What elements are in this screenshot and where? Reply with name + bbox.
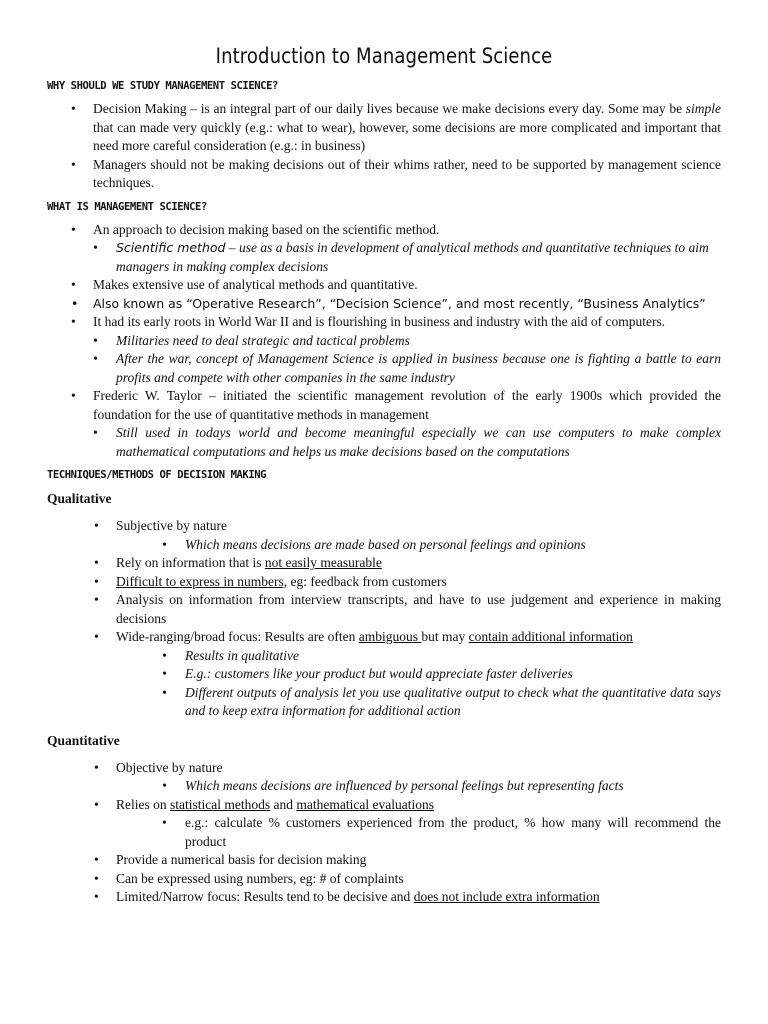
- sub-list-item: • After the war, concept of Management Science is applied in business because one is fighting a battle to earn profits and compete with other companies in the same industry: [47, 350, 721, 387]
- why-study-list: [47, 100, 721, 193]
- sub-list: [93, 332, 721, 388]
- qualitative-list: [47, 517, 721, 721]
- list-item: • An approach to decision making based on the scientific method. • Scientific method – use as a basis in development of analytical methods and quantitative techniques to aim managers in making complex decisions: [47, 221, 721, 277]
- sub-list-item: • Militaries need to deal strategic and tactical problems: [47, 332, 721, 351]
- list-item: • Analysis on information from interview transcripts, and have to use judgement and experience in making decisions: [70, 591, 721, 628]
- list-item: • Objective by nature • Which means decisions are influenced by personal feelings but representing facts: [70, 759, 721, 796]
- list-item: • Limited/Narrow focus: Results tend to be decisive and does not include extra information: [70, 888, 721, 907]
- sub-list-item: • Which means decisions are influenced by personal feelings but representing facts: [70, 777, 721, 796]
- sub-list-item: • Scientific method – use as a basis in development of analytical methods and quantitative techniques to aim managers in making complex decisions: [47, 239, 721, 276]
- subheading-quantitative: Quantitative: [47, 732, 120, 748]
- sub-list-item: • e.g.: calculate % customers experienced from the product, % how many will recommend the product: [70, 814, 721, 851]
- sub-list: [116, 536, 721, 555]
- sub-list-item: • Which means decisions are made based on personal feelings and opinions: [70, 536, 721, 555]
- sub-list: [93, 239, 721, 276]
- sub-list-item: • Still used in todays world and become meaningful especially we can use computers to make complex mathematical computations and helps us make decisions based on the computations: [47, 424, 721, 461]
- list-item: • Rely on information that is not easily measurable: [70, 554, 721, 573]
- list-item: • Provide a numerical basis for decision making: [70, 851, 721, 870]
- sub-list-item: • E.g.: customers like your product but would appreciate faster deliveries: [70, 665, 721, 684]
- quantitative-list: [47, 759, 721, 907]
- list-item: • Wide-ranging/broad focus: Results are often ambiguous but may contain additional information • Results in qualitative • E.g.: customers like your product but would appreciate faster deliveries • Different outputs of analysis let you use qualitative output to check what the quantitative data says and to keep extra information for additional action: [70, 628, 721, 721]
- list-item: • Decision Making – is an integral part of our daily lives because we make decisions every day. Some may be simple that can made very quickly (e.g.: what to wear), however, some decisions are more complicated and important that need more careful consideration (e.g.: in business): [47, 100, 721, 156]
- what-is-list: [47, 221, 721, 462]
- list-item: • Also known as “Operative Research”, “Decision Science”, and most recently, “Business Analytics”: [47, 295, 721, 314]
- sub-list: [116, 777, 721, 796]
- list-item: • Difficult to express in numbers, eg: feedback from customers: [70, 573, 721, 592]
- page-title: Introduction to Management Science: [215, 44, 553, 68]
- section-heading-techniques: TECHNIQUES/METHODS OF DECISION MAKING: [47, 469, 267, 481]
- list-item: • Makes extensive use of analytical methods and quantitative.: [47, 276, 721, 295]
- list-item: • Frederic W. Taylor – initiated the scientific management revolution of the early 1900s which provided the foundation for the use of quantitative methods in management • Still used in todays world and become meaningful especially we can use computers to make complex mathematical computations and helps us make decisions based on the computations: [47, 387, 721, 461]
- list-item: • It had its early roots in World War II and is flourishing in business and industry with the aid of computers. • Militaries need to deal strategic and tactical problems • After the war, concept of Management Science is applied in business because one is fighting a battle to earn profits and compete with other companies in the same industry: [47, 313, 721, 387]
- sub-list-item: • Results in qualitative: [70, 647, 721, 666]
- list-item: • Can be expressed using numbers, eg: # of complaints: [70, 870, 721, 889]
- sub-list-item: • Different outputs of analysis let you use qualitative output to check what the quantitative data says and to keep extra information for additional action: [70, 684, 721, 721]
- sub-list: [116, 814, 721, 851]
- list-item: • Relies on statistical methods and mathematical evaluations • e.g.: calculate % customers experienced from the product, % how many will recommend the product: [70, 796, 721, 852]
- section-heading-why-study: WHY SHOULD WE STUDY MANAGEMENT SCIENCE?: [47, 80, 278, 92]
- list-item: • Managers should not be making decisions out of their whims rather, need to be supported by management science techniques.: [47, 156, 721, 193]
- subheading-qualitative: Qualitative: [47, 491, 112, 506]
- sub-list: [93, 424, 721, 461]
- sub-list: [116, 647, 721, 721]
- list-item: • Subjective by nature • Which means decisions are made based on personal feelings and opinions: [70, 517, 721, 554]
- section-heading-what-is: WHAT IS MANAGEMENT SCIENCE?: [47, 200, 207, 213]
